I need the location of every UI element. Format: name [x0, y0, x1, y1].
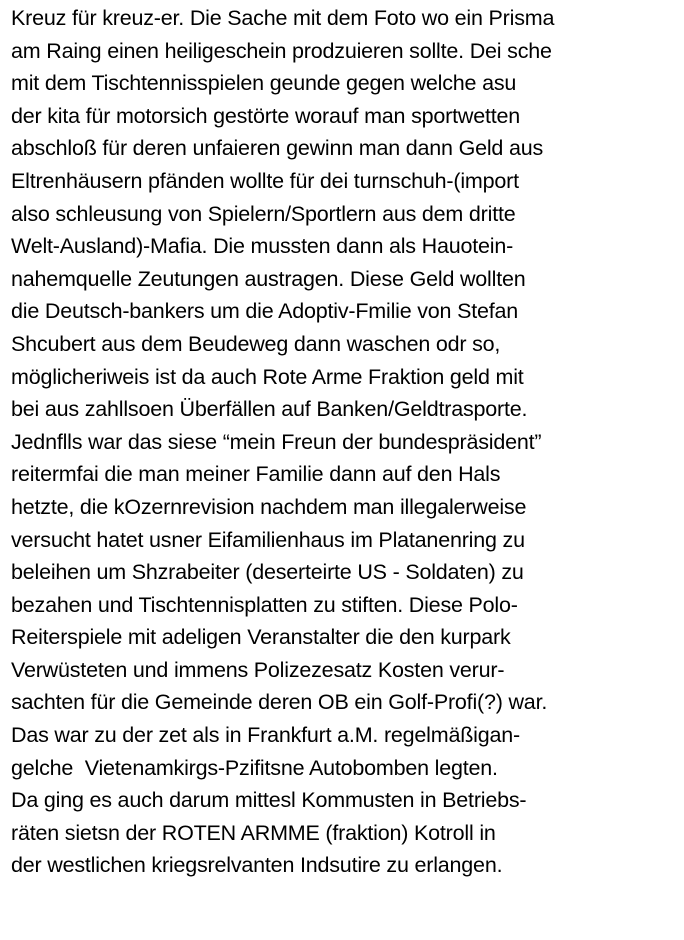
text-line: bei aus zahllsoen Überfällen auf Banken/Geldtrasporte. — [11, 397, 528, 422]
text-line: am Raing einen heiligeschein prodzuieren sollte. Dei sche — [11, 38, 552, 63]
text-line: reitermfai die man meiner Familie dann auf den Hals — [11, 462, 501, 487]
text-line: versucht hatet usner Eifamilienhaus im Platanenring zu — [11, 527, 525, 552]
text-line: möglicheriweis ist da auch Rote Arme Fraktion geld mit — [11, 364, 524, 389]
text-line: hetzte, die kOzernrevision nachdem man illegalerweise — [11, 494, 527, 519]
text-line: also schleusung von Spielern/Sportlern aus dem dritte — [11, 201, 516, 226]
text-line: Verwüsteten und immens Polizezesatz Kosten verur- — [11, 657, 505, 682]
text-line: nahemquelle Zeutungen austragen. Diese Geld wollten — [11, 266, 526, 291]
text-line: abschloß für deren unfaieren gewinn man dann Geld aus — [11, 136, 544, 161]
body-text — [11, 2, 683, 882]
text-line: räten sietsn der ROTEN ARMME (fraktion) Kotroll in — [11, 820, 496, 845]
text-line: Shcubert aus dem Beudeweg dann waschen odr so, — [11, 331, 501, 356]
text-line: sachten für die Gemeinde deren OB ein Golf-Profi(?) war. — [11, 690, 548, 715]
text-line: Das war zu der zet als in Frankfurt a.M. regelmäßigan- — [11, 723, 520, 748]
text-line: gelche Vietenamkirgs-Pzifitsne Autobomben legten. — [11, 755, 498, 780]
text-line: der kita für motorsich gestörte worauf man sportwetten — [11, 103, 521, 128]
text-line: bezahen und Tischtennisplatten zu stiften. Diese Polo- — [11, 592, 518, 617]
text-line: Da ging es auch darum mittesl Kommusten in Betriebs- — [11, 788, 527, 813]
text-line: Eltrenhäusern pfänden wollte für dei turnschuh-(import — [11, 168, 519, 193]
text-line: Reiterspiele mit adeligen Veranstalter die den kurpark — [11, 625, 511, 650]
text-line: beleihen um Shzrabeiter (deserteirte US - Soldaten) zu — [11, 560, 524, 585]
text-line: mit dem Tischtennisspielen geunde gegen welche asu — [11, 71, 517, 96]
text-line: die Deutsch-bankers um die Adoptiv-Fmilie von Stefan — [11, 299, 519, 324]
text-line: der westlichen kriegsrelvanten Indsutire zu erlangen. — [11, 853, 503, 878]
text-line: Welt-Ausland)-Mafia. Die mussten dann als Hauotein- — [11, 234, 514, 259]
text-line: Jednflls war das siese “mein Freun der bundespräsident” — [11, 429, 542, 454]
text-line: Kreuz für kreuz-er. Die Sache mit dem Foto wo ein Prisma — [11, 6, 555, 30]
